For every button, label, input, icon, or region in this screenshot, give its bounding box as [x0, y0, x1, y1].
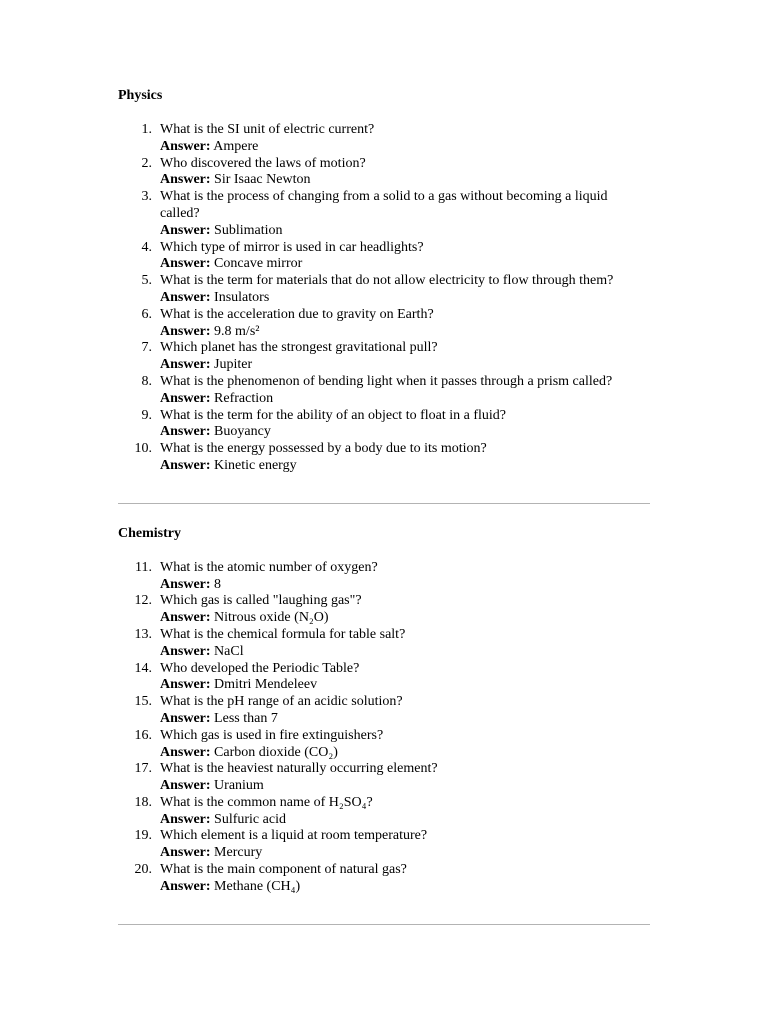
- answer-label: Answer:: [160, 390, 211, 406]
- answer-line: [160, 644, 650, 661]
- question-item: [118, 593, 650, 627]
- answer-line: [160, 778, 650, 795]
- question-item: [118, 761, 650, 795]
- question-text: What is the process of changing from a solid to a gas without becoming a liquid called?: [160, 189, 608, 221]
- answer-label: Answer:: [160, 323, 211, 339]
- answer-label: Answer:: [160, 576, 211, 592]
- question-text: Which planet has the strongest gravitational pull?: [160, 340, 438, 356]
- answer-line: [160, 812, 650, 829]
- answer-text: 8: [214, 576, 222, 592]
- question-number: 18.: [134, 794, 152, 810]
- question-number: 6.: [141, 306, 152, 322]
- question-number: 11.: [135, 559, 152, 575]
- question-text: Who discovered the laws of motion?: [160, 155, 366, 171]
- answer-line: [160, 256, 650, 273]
- question-text: What is the term for materials that do not allow electricity to flow through them?: [160, 273, 614, 289]
- answer-text: Jupiter: [214, 357, 253, 373]
- question-item: [118, 240, 650, 274]
- question-list: [118, 122, 650, 475]
- answer-label: Answer:: [160, 289, 211, 305]
- answer-text: NaCl: [214, 643, 244, 659]
- question-number: 16.: [134, 727, 152, 743]
- quiz-document: [118, 87, 650, 925]
- answer-text: Dmitri Mendeleev: [214, 677, 318, 693]
- answer-label: Answer:: [160, 424, 211, 440]
- question-list: [118, 560, 650, 896]
- question-number: 15.: [134, 694, 152, 710]
- question-number: 13.: [134, 626, 152, 642]
- answer-line: [160, 745, 650, 762]
- answer-line: [160, 711, 650, 728]
- question-item: [118, 374, 650, 408]
- question-text: What is the atomic number of oxygen?: [160, 559, 378, 575]
- question-item: [118, 273, 650, 307]
- question-number: 4.: [141, 239, 152, 255]
- question-number: 9.: [141, 407, 152, 423]
- question-text: What is the heaviest naturally occurring element?: [160, 761, 438, 777]
- answer-text: Less than 7: [214, 710, 278, 726]
- answer-label: Answer:: [160, 845, 211, 861]
- question-item: [118, 795, 650, 829]
- question-number: 17.: [134, 761, 152, 777]
- question-text: What is the acceleration due to gravity on Earth?: [160, 306, 434, 322]
- answer-text: 9.8 m/s²: [214, 323, 260, 339]
- answer-line: [160, 610, 650, 627]
- question-item: [118, 340, 650, 374]
- question-text: What is the main component of natural gas?: [160, 862, 407, 878]
- question-item: [118, 661, 650, 695]
- question-number: 20.: [134, 862, 152, 878]
- question-item: [118, 307, 650, 341]
- question-text: What is the energy possessed by a body due to its motion?: [160, 441, 487, 457]
- answer-label: Answer:: [160, 778, 211, 794]
- answer-label: Answer:: [160, 222, 211, 238]
- answer-text: Sublimation: [214, 222, 283, 238]
- answer-line: [160, 879, 650, 896]
- answer-text: Refraction: [214, 390, 274, 406]
- question-number: 10.: [134, 441, 152, 457]
- question-number: 5.: [141, 273, 152, 289]
- question-text: Which gas is called "laughing gas"?: [160, 593, 362, 609]
- answer-text: Concave mirror: [214, 256, 303, 272]
- question-number: 1.: [141, 122, 152, 137]
- question-text: Which gas is used in fire extinguishers?: [160, 727, 384, 743]
- question-item: [118, 189, 650, 239]
- section-chemistry: [118, 525, 650, 896]
- question-text: What is the phenomenon of bending light when it passes through a prism called?: [160, 373, 613, 389]
- answer-label: Answer:: [160, 643, 211, 659]
- question-text: What is the SI unit of electric current?: [160, 122, 375, 137]
- section-divider: [118, 503, 650, 504]
- question-item: [118, 694, 650, 728]
- answer-line: [160, 223, 650, 240]
- question-item: [118, 408, 650, 442]
- answer-label: Answer:: [160, 138, 211, 154]
- section-physics: [118, 87, 650, 475]
- question-text: What is the chemical formula for table salt?: [160, 626, 406, 642]
- answer-text: Mercury: [214, 845, 263, 861]
- answer-label: Answer:: [160, 878, 211, 894]
- answer-label: Answer:: [160, 457, 211, 473]
- question-number: 7.: [141, 340, 152, 356]
- answer-label: Answer:: [160, 710, 211, 726]
- answer-text: Ampere: [213, 138, 259, 154]
- answer-label: Answer:: [160, 811, 211, 827]
- question-number: 19.: [134, 828, 152, 844]
- question-text: Which type of mirror is used in car headlights?: [160, 239, 424, 255]
- question-number: 12.: [134, 593, 152, 609]
- answer-line: [160, 677, 650, 694]
- question-number: 3.: [141, 189, 152, 205]
- answer-line: [160, 424, 650, 441]
- section-title: Physics: [118, 88, 163, 103]
- answer-line: [160, 458, 650, 475]
- answer-line: [160, 139, 650, 156]
- answer-text: Insulators: [214, 289, 270, 305]
- answer-text: Methane (CH₄): [214, 878, 301, 894]
- question-number: 2.: [141, 155, 152, 171]
- answer-label: Answer:: [160, 677, 211, 693]
- question-text: What is the pH range of an acidic solution?: [160, 694, 403, 710]
- answer-label: Answer:: [160, 610, 211, 626]
- answer-text: Uranium: [214, 778, 264, 794]
- question-number: 8.: [141, 373, 152, 389]
- answer-label: Answer:: [160, 357, 211, 373]
- answer-label: Answer:: [160, 744, 211, 760]
- answer-text: Sulfuric acid: [214, 811, 286, 827]
- question-item: [118, 441, 650, 475]
- question-item: [118, 122, 650, 156]
- answer-line: [160, 172, 650, 189]
- question-text: Which element is a liquid at room temperature?: [160, 828, 428, 844]
- question-item: [118, 862, 650, 896]
- question-item: [118, 627, 650, 661]
- question-item: [118, 156, 650, 190]
- question-number: 14.: [134, 660, 152, 676]
- question-text: Who developed the Periodic Table?: [160, 660, 360, 676]
- answer-line: [160, 577, 650, 594]
- answer-text: Buoyancy: [214, 424, 271, 440]
- answer-text: Nitrous oxide (N₂O): [214, 610, 329, 626]
- answer-label: Answer:: [160, 172, 211, 188]
- answer-line: [160, 391, 650, 408]
- answer-label: Answer:: [160, 256, 211, 272]
- answer-text: Kinetic energy: [214, 457, 297, 473]
- question-item: [118, 828, 650, 862]
- answer-line: [160, 324, 650, 341]
- question-text: What is the common name of H₂SO₄?: [160, 794, 373, 810]
- question-item: [118, 728, 650, 762]
- answer-line: [160, 357, 650, 374]
- answer-line: [160, 290, 650, 307]
- section-divider: [118, 924, 650, 925]
- question-item: [118, 560, 650, 594]
- question-text: What is the term for the ability of an object to float in a fluid?: [160, 407, 507, 423]
- answer-text: Carbon dioxide (CO₂): [214, 744, 338, 760]
- answer-text: Sir Isaac Newton: [214, 172, 311, 188]
- answer-line: [160, 845, 650, 862]
- section-title: Chemistry: [118, 525, 181, 541]
